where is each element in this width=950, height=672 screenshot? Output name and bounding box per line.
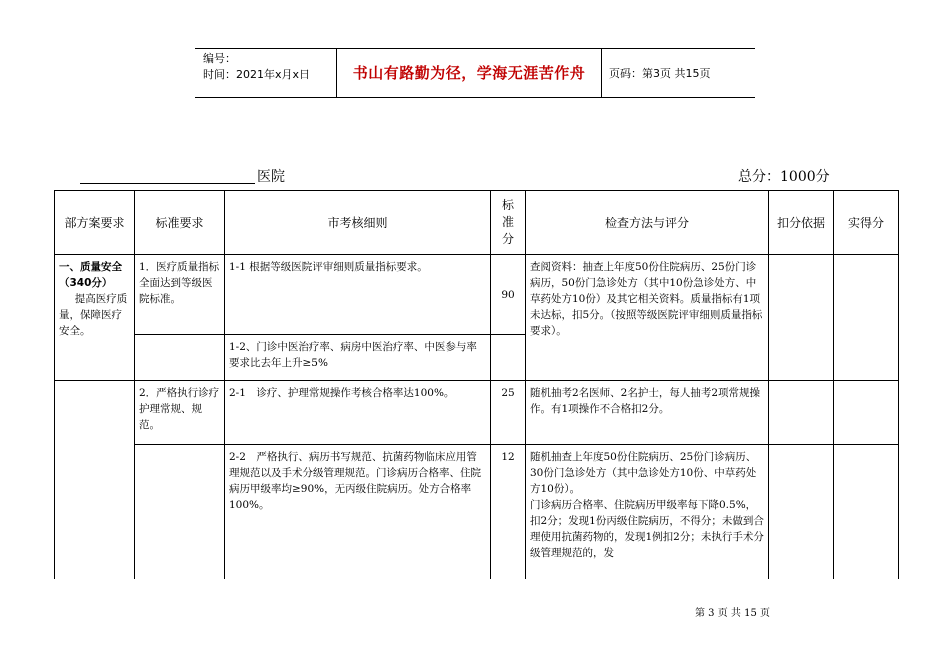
section-cell: [55, 381, 135, 579]
rule-text: 2-1 诊疗、护理常规操作考核合格率达100%。: [229, 387, 455, 399]
column-header: 实得分: [834, 191, 899, 255]
number-label: 编号：: [203, 52, 236, 65]
document-header: [195, 48, 755, 98]
standard-cell: [135, 255, 225, 335]
score-text: 25: [501, 387, 515, 399]
motto: 书山有路勤为径，学海无涯苦作舟: [352, 64, 586, 82]
standard-cell: [135, 381, 225, 445]
score-cell: [491, 445, 526, 579]
rule-cell: [225, 381, 491, 445]
time-label: 时间：2021年x月x日: [203, 68, 311, 81]
actual-score-cell: [834, 255, 899, 381]
score-text: 12: [501, 451, 515, 463]
column-header: 标准要求: [135, 191, 225, 255]
method-text: 查阅资料：抽查上年度50份住院病历、25份门诊病历，50份门急诊处方（其中10份急诊处方、中草药处方10份）及其它相关资料。质量指标有1项未达标，扣5分。（按照等级医院评审细则质量指标要求）。: [530, 261, 763, 337]
rule-cell: [225, 445, 491, 579]
section-cell: [55, 255, 135, 381]
actual-score-cell: [834, 445, 899, 579]
column-header: 扣分依据: [769, 191, 834, 255]
table-header-row: [55, 191, 899, 255]
assessment-table: [54, 190, 899, 579]
standard-cell: [135, 445, 225, 579]
method-text: 随机抽查上年度50份住院病历、25份门诊病历、30份门急诊处方（其中急诊处方10份、中草药处方10份）。: [530, 451, 757, 495]
column-header: 标准分: [491, 191, 526, 255]
method-text: 门诊病历合格率、住院病历甲级率每下降0.5%，扣2分；发现1份丙级住院病历，不得分；未做到合理使用抗菌药物的，发现1例扣2分；未执行手术分级管理规范的，发: [530, 499, 764, 559]
deduction-cell: [769, 445, 834, 579]
column-header: 市考核细则: [225, 191, 491, 255]
actual-score-cell: [834, 381, 899, 445]
deduction-cell: [769, 381, 834, 445]
header-divider: [601, 49, 602, 97]
rule-text: 2-2 严格执行、病历书写规范、抗菌药物临床应用管理规范以及手术分级管理规范。门诊病历合格率、住院病历甲级率均≥90%，无丙级住院病历。处方合格率100%。: [229, 451, 481, 511]
rule-cell: [225, 255, 491, 335]
method-cell: [526, 381, 769, 445]
method-cell: [526, 445, 769, 579]
table-row: [55, 381, 899, 445]
column-header: 检查方法与评分: [526, 191, 769, 255]
header-divider: [336, 49, 337, 97]
section-description: 提高医疗质量，保障医疗安全。: [59, 293, 128, 337]
page-info: 页码：第3页 共15页: [609, 67, 711, 80]
table-row: [55, 445, 899, 579]
section-title: 一、质量安全（340分）: [59, 261, 122, 289]
table-row: [55, 255, 899, 335]
header-meta: [203, 51, 310, 83]
hospital-name-blank: [80, 183, 255, 184]
method-cell: [526, 255, 769, 381]
page-footer: 第 3 页 共 15 页: [695, 608, 770, 619]
score-cell: 90: [491, 255, 526, 335]
score-cell: [491, 381, 526, 445]
rule-text: 1-2、门诊中医治疗率、病房中医治疗率、中医参与率要求比去年上升≥5%: [229, 341, 477, 369]
rule-cell: [225, 335, 491, 381]
score-cell: [491, 335, 526, 381]
standard-text: 2．严格执行诊疗护理常规、规范。: [139, 387, 220, 431]
hospital-label: 医院: [257, 169, 285, 185]
standard-cell: [135, 335, 225, 381]
method-text: 随机抽考2名医师、2名护士，每人抽考2项常规操作。有1项操作不合格扣2分。: [530, 387, 761, 415]
total-score: 总分：1000分: [738, 169, 830, 185]
deduction-cell: [769, 255, 834, 381]
column-header: 部方案要求: [55, 191, 135, 255]
rule-text: 1-1 根据等级医院评审细则质量指标要求。: [229, 261, 428, 273]
standard-text: 1．医疗质量指标全面达到等级医院标准。: [139, 261, 220, 305]
